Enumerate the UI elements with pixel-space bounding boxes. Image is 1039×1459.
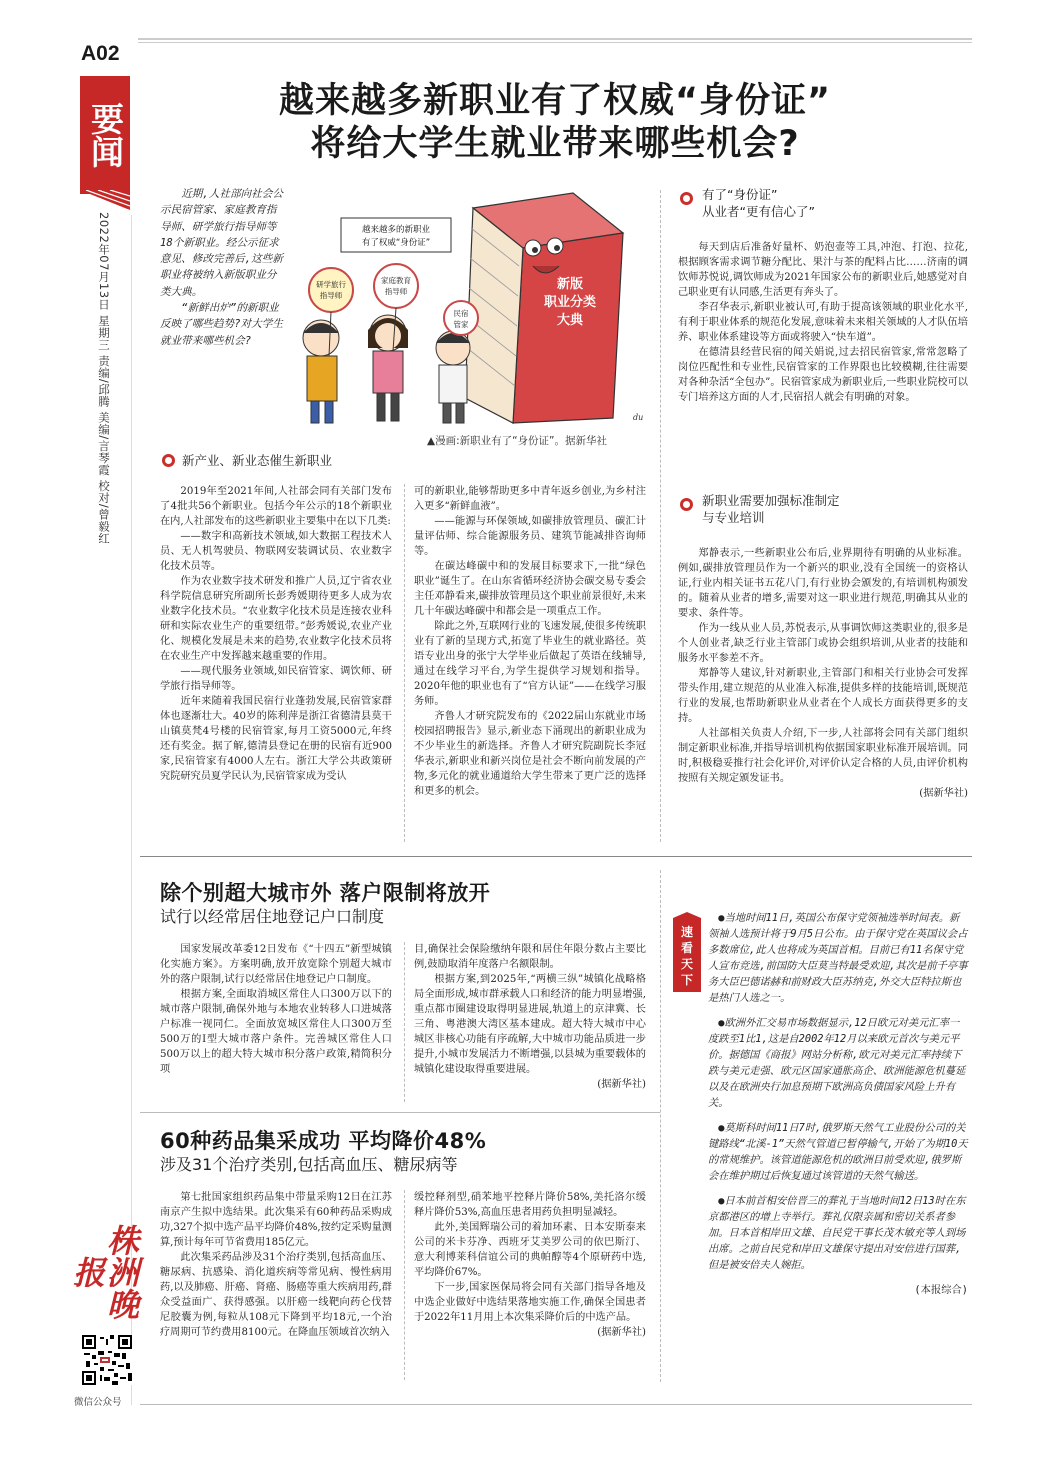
- lead-column-1: [160, 484, 392, 784]
- paragraph: 可的新职业,能够帮助更多中青年返乡创业,为乡村注入更多“新鲜血液”。: [414, 486, 646, 512]
- newspaper-brand-logo: 株洲晚报: [68, 1224, 140, 1320]
- qr-code[interactable]: [82, 1335, 132, 1385]
- source-credit: (本报综合): [914, 1284, 968, 1296]
- paragraph: 国家发展改革委12日发布《“十四五”新型城镇化实施方案》。方案明确,放开放宽除个别超大城市外的落户限制,试行以经常居住地登记户口制度。: [160, 944, 392, 985]
- subhead-standards: [702, 492, 840, 526]
- story3-column-1: [160, 1190, 392, 1340]
- top-rule-thin: [138, 42, 972, 43]
- quick-news-item: ●莫斯科时间11日7时,俄罗斯天然气工业股份公司的关键路线“北溪-1”天然气管道已暂停输气,开始了为期10天的常规维护。该管道能源危机的欧洲目前受欢迎,俄罗斯会在维护期过后恢复通过该管道的天然气输送。: [708, 1122, 968, 1182]
- section-stripes-decoration: [80, 190, 130, 210]
- section-rule: [140, 856, 972, 857]
- lead-intro: [160, 186, 285, 349]
- svg-text:有了权威“身份证”: 有了权威“身份证”: [361, 238, 431, 248]
- quick-news-item: ●日本前首相安倍晋三的葬礼于当地时间12日13时在东京都港区的增上寺举行。葬礼仅限亲属和密切关系者参加。日本首相岸田文雄、自民党干事长茂木敏充等人到场出席。之前自民党和岸田文雄保守提出对安倍进行国葬,但是被安倍夫人婉拒。: [708, 1195, 966, 1271]
- subhead-line: 从业者“更有信心了”: [702, 204, 815, 219]
- quick-news-tag: [673, 912, 701, 992]
- svg-text:du: du: [633, 413, 644, 422]
- column-divider: [404, 484, 405, 842]
- lead-column-2: [414, 484, 646, 799]
- subhead-new-industries: 新产业、新业态催生新职业: [182, 453, 333, 468]
- lead-headline-line1: 越来越多新职业有了权威“身份证”: [278, 81, 831, 121]
- lead-headline-line2: 将给大学生就业带来哪些机会?: [310, 124, 800, 164]
- subhead-line: 有了“身份证”: [702, 187, 778, 202]
- intro-paragraph: 近期,人社部向社会公示民宿管家、家庭教育指导师、研学旅行指导师等18个新职业。经公示征求意见、修改完善后,这些新职业将被纳入新版职业分类大典。: [160, 188, 283, 298]
- story2-headline: 除个别超大城市外 落户限制将放开: [160, 881, 491, 905]
- paragraph: 下一步,国家医保局将会同有关部门指导各地及中选企业做好中选结果落地实施工作,确保全国患者于2022年11月用上本次集采降价后的中选产品。: [414, 1282, 646, 1323]
- person-1: [303, 320, 339, 423]
- quick-news-item: ●当地时间11日,英国公布保守党领袖选举时间表。新领袖人选预计将于9月5日公布。由于保守党在英国议会占多数席位,此人也将成为英国首相。目前已有11名保守党人宣布竞选,前国防大臣莫当特最受欢迎,其次是前千亭事务大臣巴德诺赫和前财政大臣苏纳克,外交大臣特拉斯也是热门人选之一。: [708, 912, 968, 1004]
- quick-news-column: [708, 910, 968, 1298]
- svg-text:看: 看: [680, 941, 694, 955]
- story3-headline: 60种药品集采成功 平均降价48%: [160, 1129, 487, 1153]
- person-3: [436, 331, 470, 423]
- source-credit: (据新华社): [597, 1327, 646, 1338]
- column-divider: [404, 942, 405, 1102]
- section-label: [80, 80, 130, 190]
- page-number: A02: [81, 42, 120, 65]
- qr-caption: 微信公众号: [74, 1397, 122, 1408]
- story2-column-2: [414, 942, 646, 1092]
- svg-text:家庭教育: 家庭教育: [381, 276, 411, 285]
- paragraph: 齐鲁人才研究院发布的《2022届山东就业市场校园招聘报告》显示,新业态下涌现出的新职业成为不少毕业生的新选择。齐鲁人才研究院副院长李冠华表示,新职业和新兴岗位是社会不断向前发展的产物,多元化的就业通道给大学生带来了更广泛的选择和更多的机会。: [414, 711, 646, 797]
- story2-subheadline: 试行以经常居住地登记户口制度: [160, 907, 385, 926]
- paragraph: 此次集采药品涉及31个治疗类别,包括高血压、糖尿病、抗感染、消化道疾病等常见病、慢性病用药,以及肺癌、肝癌、肾癌、肠癌等重大疾病用药,群众受益面广、获得感强。以肝癌一线靶向药仑伐替尼胶囊为例,每粒从108元下降到平均18元,一个治疗周期可节约费用8100元。在降血压领域首次纳入: [160, 1252, 392, 1338]
- svg-text:下: 下: [680, 973, 694, 987]
- paragraph: 人社部相关负责人介绍,下一步,人社部将会同有关部门组织制定新职业标准,并指导培训机构依据国家职业标准开展培训。同时,积极稳妥推行社会化评价,对评价认定合格的人员,由评价机构按照有关规定颁发证书。: [678, 728, 968, 784]
- subhead-marker-icon: [680, 498, 693, 511]
- story3-column-2: [414, 1190, 646, 1340]
- source-credit: (据新华社): [919, 788, 968, 799]
- quick-news-item: ●欧洲外汇交易市场数据显示,12日欧元对美元汇率一度跌至1比1,这是自2002年12月以来欧元首次与美元平价。据德国《商报》网站分析称,欧元对美元汇率持续下跌与美元走强、欧元区国家通胀高企、欧洲能源危机蔓延以及在欧洲央行加息预期下欧洲高负债国家风险上升有关。: [708, 1017, 966, 1109]
- top-rule: [138, 38, 972, 40]
- svg-text:越来越多的新职业: 越来越多的新职业: [361, 225, 431, 235]
- paragraph: 李召华表示,新职业被认可,有助于提高该领域的职业化水平,有利于职业体系的规范化发展,意味着未来相关领域的人才队伍培养、职业体系建设等方面或将驶入“快车道”。: [678, 302, 968, 343]
- paragraph: 2019年至2021年间,人社部会同有关部门发布了4批共56个新职业。包括今年公示的18个新职业在内,人社部发布的这些新职业主要集中在以下几类:: [160, 486, 392, 527]
- paragraph: 根据方案,到2025年,“两横三纵”城镇化战略格局全面形成,城市群承载人口和经济的能力明显增强,重点都市圈建设取得明显进展,轨道上的京津冀、长三角、粤港澳大湾区基本建成。超大特大城市中心城区非核心功能有序疏解,大中城市功能品质进一步提升,小城市发展活力不断增强,以县城为重要载体的城镇化建设取得重要进展。: [414, 974, 646, 1075]
- paragraph: 在德清县经营民宿的闻关娟说,过去招民宿管家,常常忽略了岗位匹配性和专业性,民宿管家的工作界限也比较模糊,往往需要对各种杂活“全包办”。民宿管家成为新职业后,一些职业院校可以专门培养这方面的人才,民宿招人就会有明确的对象。: [678, 347, 968, 403]
- cartoon-illustration: [293, 188, 649, 428]
- svg-text:指导师: 指导师: [384, 287, 408, 296]
- column-divider: [660, 190, 661, 842]
- person-2: [368, 315, 408, 421]
- paragraph: ——现代服务业领域,如民宿管家、调饮师、研学旅行指导师等。: [160, 666, 392, 692]
- section-rule: [140, 1112, 660, 1113]
- svg-text:管家: 管家: [453, 320, 469, 329]
- section-label-text: 要闻: [86, 102, 125, 168]
- subhead-line: 新职业需要加强标准制定: [702, 493, 840, 508]
- lead-column-3a: [678, 240, 968, 405]
- subhead-marker-icon: [680, 192, 693, 205]
- source-credit: (据新华社): [597, 1079, 646, 1090]
- paragraph: 缓控释剂型,硝苯地平控释片降价58%,美托洛尔缓释片降价53%,高血压患者用药负担明显减轻。: [414, 1192, 646, 1218]
- paragraph: 根据方案,全面取消城区常住人口300万以下的城市落户限制,确保外地与本地农业转移人口进城落户标准一视同仁。全面放宽城区常住人口300万至500万的Ⅰ型大城市落户条件。完善城区常住人口500万以上的超大特大城市积分落户政策,精简积分项: [160, 989, 392, 1075]
- paragraph: 每天到店后准备好量杯、奶泡壶等工具,冲泡、打泡、拉花,根据顾客需求调节糖分配比、果汁与茶的配料占比……济南的调饮师苏悦说,调饮师成为2021年国家公布的新职业后,她感觉对自己职业更有认同感,生活更有奔头了。: [678, 242, 968, 298]
- story2-column-1: [160, 942, 392, 1077]
- paragraph: 作为一线从业人员,苏悦表示,从事调饮师这类职业的,很多是个人创业者,缺乏行业主管部门或协会组织培训,从业者的技能和服务水平参差不齐。: [678, 623, 968, 664]
- subhead-line: 与专业培训: [702, 510, 765, 525]
- paragraph: 郑静等人建议,针对新职业,主管部门和相关行业协会可发挥带头作用,建立规范的从业准入标准,提供多样的技能培训,既规范行业的发展,也帮助新职业从业者在个人成长方面获得更多的支持。: [678, 668, 968, 724]
- cartoon-caption: ▲漫画:新职业有了“身份证”。据新华社: [427, 435, 607, 447]
- paragraph: 第七批国家组织药品集中带量采购12日在江苏南京产生拟中选结果。此次集采有60种药品采购成功,327个拟中选产品平均降价48%,按约定采购量测算,预计每年可节省费用185亿元。: [160, 1192, 392, 1248]
- paragraph: 此外,美国辉瑞公司的着加环素、日本安斯泰来公司的米卡芬净、西班牙艾美罗公司的依巴斯汀、意大利博莱科信谊公司的典帕醇等4个原研药中选,平均降价67%。: [414, 1222, 646, 1278]
- subhead-identity-card: [702, 186, 815, 220]
- subhead-marker-icon: [162, 454, 175, 467]
- bottom-rule: [140, 1404, 972, 1405]
- paragraph: 近年来随着我国民宿行业蓬勃发展,民宿管家群体也逐渐壮大。40岁的陈利萍是浙江省德清县莫干山镇莫梵4号楼的民宿管家,每月工资5000元,年终还有奖金。据了解,德清县登记在册的民宿有近900家,民宿管家有4000人左右。浙江大学公共政策研究院研究员夏学民认为,民宿管家成为受认: [160, 696, 392, 782]
- paragraph: 目,确保社会保险缴纳年限和居住年限分数占主要比例,鼓励取消年度落户名额限制。: [414, 944, 646, 970]
- date-line: 2022年07月13日 星期三 责编/邱腾 美编/言琴霞 校对/曾毅红: [97, 212, 111, 545]
- svg-text:民宿: 民宿: [453, 309, 469, 318]
- paragraph: 郑静表示,一些新职业公布后,业界期待有明确的从业标准。例如,碳排放管理员作为一个新兴的职业,没有全国统一的资格认证,行业内相关证书五花八门,有行业协会颁发的,有培训机构颁发的。随着从业者的增多,需要对这一职业进行规范,明确其从业的要求、条件等。: [678, 548, 968, 619]
- column-divider: [660, 870, 661, 1382]
- book-title-line1: 新版: [556, 277, 584, 292]
- book-title-line2: 职业分类: [543, 295, 597, 310]
- column-divider: [404, 1190, 405, 1380]
- svg-text:指导师: 指导师: [319, 291, 343, 300]
- svg-text:天: 天: [680, 957, 694, 971]
- paragraph: 在碳达峰碳中和的发展目标要求下,一批“绿色职业”诞生了。在山东省循环经济协会碳交易专委会主任邓静看来,碳排放管理员这个职业前景很好,未来几十年碳达峰碳中和都会是一项重点工作。: [414, 561, 646, 617]
- book-title-line3: 大典: [556, 313, 584, 328]
- paragraph: ——数字和高新技术领域,如大数据工程技术人员、无人机驾驶员、物联网安装调试员、农业数字化技术员等。: [160, 531, 392, 572]
- svg-text:研学旅行: 研学旅行: [316, 280, 346, 289]
- story3-subheadline: 涉及31个治疗类别,包括高血压、糖尿病等: [160, 1155, 458, 1174]
- intro-paragraph: “新鲜出炉”的新职业反映了哪些趋势?对大学生就业带来哪些机会?: [160, 302, 283, 347]
- paragraph: ——能源与环保领域,如碳排放管理员、碳汇计量评估师、综合能源服务员、建筑节能减排咨询师等。: [414, 516, 646, 557]
- paragraph: 作为农业数字技术研发和推广人员,辽宁省农业科学院信息研究所副所长彭秀媛期待更多人成为农业数字化技术员。“农业数字化技术员是连接农业科研和实际农业生产的重要纽带。”彭秀媛说,农业产业化、规模化发展是未来的趋势,农业数字化技术员将在农业生产中发挥越来越重要的作用。: [160, 576, 392, 662]
- svg-text:速: 速: [680, 925, 694, 939]
- lead-column-3b: [678, 546, 968, 801]
- paragraph: 除此之外,互联网行业的飞速发展,使很多传统职业有了新的呈现方式,拓宽了毕业生的就业路径。英语专业出身的张宁大学毕业后做起了英语在线辅导,通过在线学习平台,为学生提供学习规划和指导。2020年他的职业也有了“官方认证”——在线学习服务师。: [414, 621, 646, 707]
